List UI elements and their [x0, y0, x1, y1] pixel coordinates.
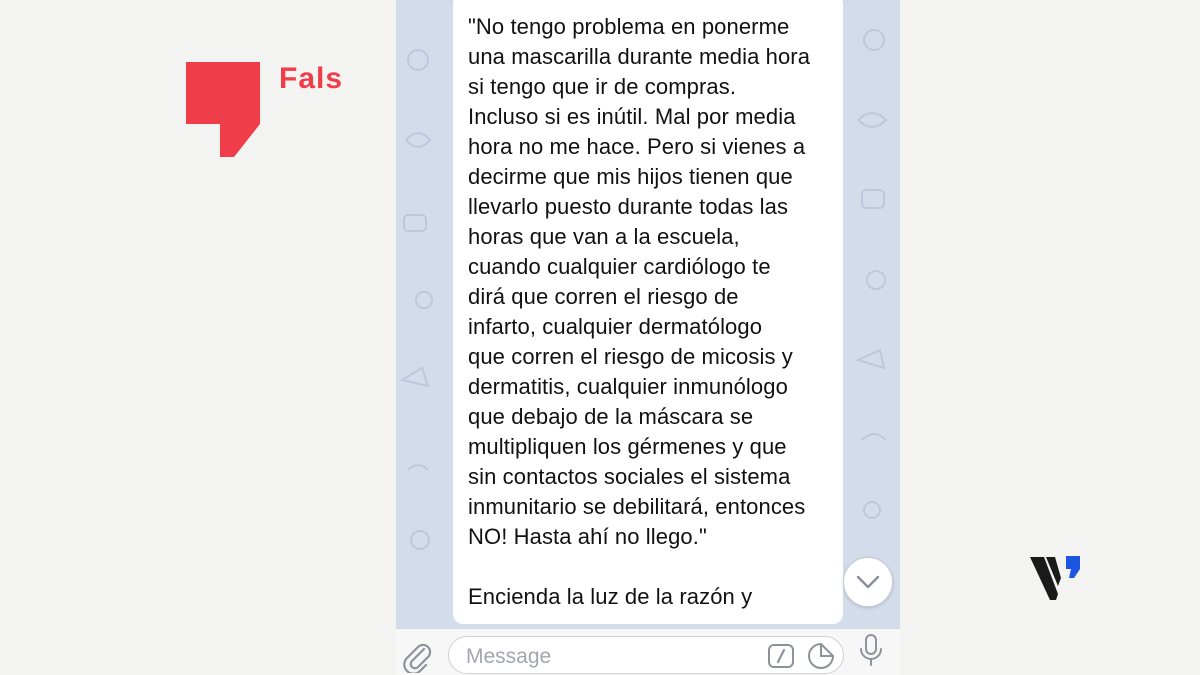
message-paragraph-continuation: Encienda la luz de la razón y: [468, 584, 753, 609]
sticker-icon[interactable]: [807, 642, 835, 670]
bot-commands-icon[interactable]: [767, 643, 795, 669]
red-quote-mark-icon: [186, 62, 260, 157]
scroll-down-button[interactable]: [843, 557, 893, 607]
chevron-down-icon: [856, 575, 880, 589]
message-input-bar: [396, 628, 900, 675]
message-paragraph-quote: "No tengo problema en ponerme una mascarilla durante media hora si tengo que ir de compras. Incluso si es inútil. Mal por media hora no me hace. Pero si vienes a decirme que mis hijos tienen que llevarlo puesto durante todas las horas que van a la escuela, cuando cualquier cardiólogo te dirá que corren el riesgo de infarto, cualquier dermatólogo que corren el riesgo de micosis y dermatitis, cualquier inmunólogo que debajo de la máscara se multipliquen los gérmenes y que sin contactos sociales el sistema inmunitario se debilitará, entonces NO! Hasta ahí no llego.": [468, 14, 811, 549]
microphone-icon[interactable]: [858, 632, 884, 668]
paperclip-icon[interactable]: [402, 641, 432, 673]
message-placeholder: Message: [466, 645, 552, 668]
v-quote-brand-icon: [1030, 556, 1082, 602]
message-bubble[interactable]: [453, 0, 843, 624]
chat-screenshot: [396, 0, 900, 675]
verdict-label: Fals: [279, 62, 344, 95]
message-input[interactable]: [448, 636, 844, 674]
